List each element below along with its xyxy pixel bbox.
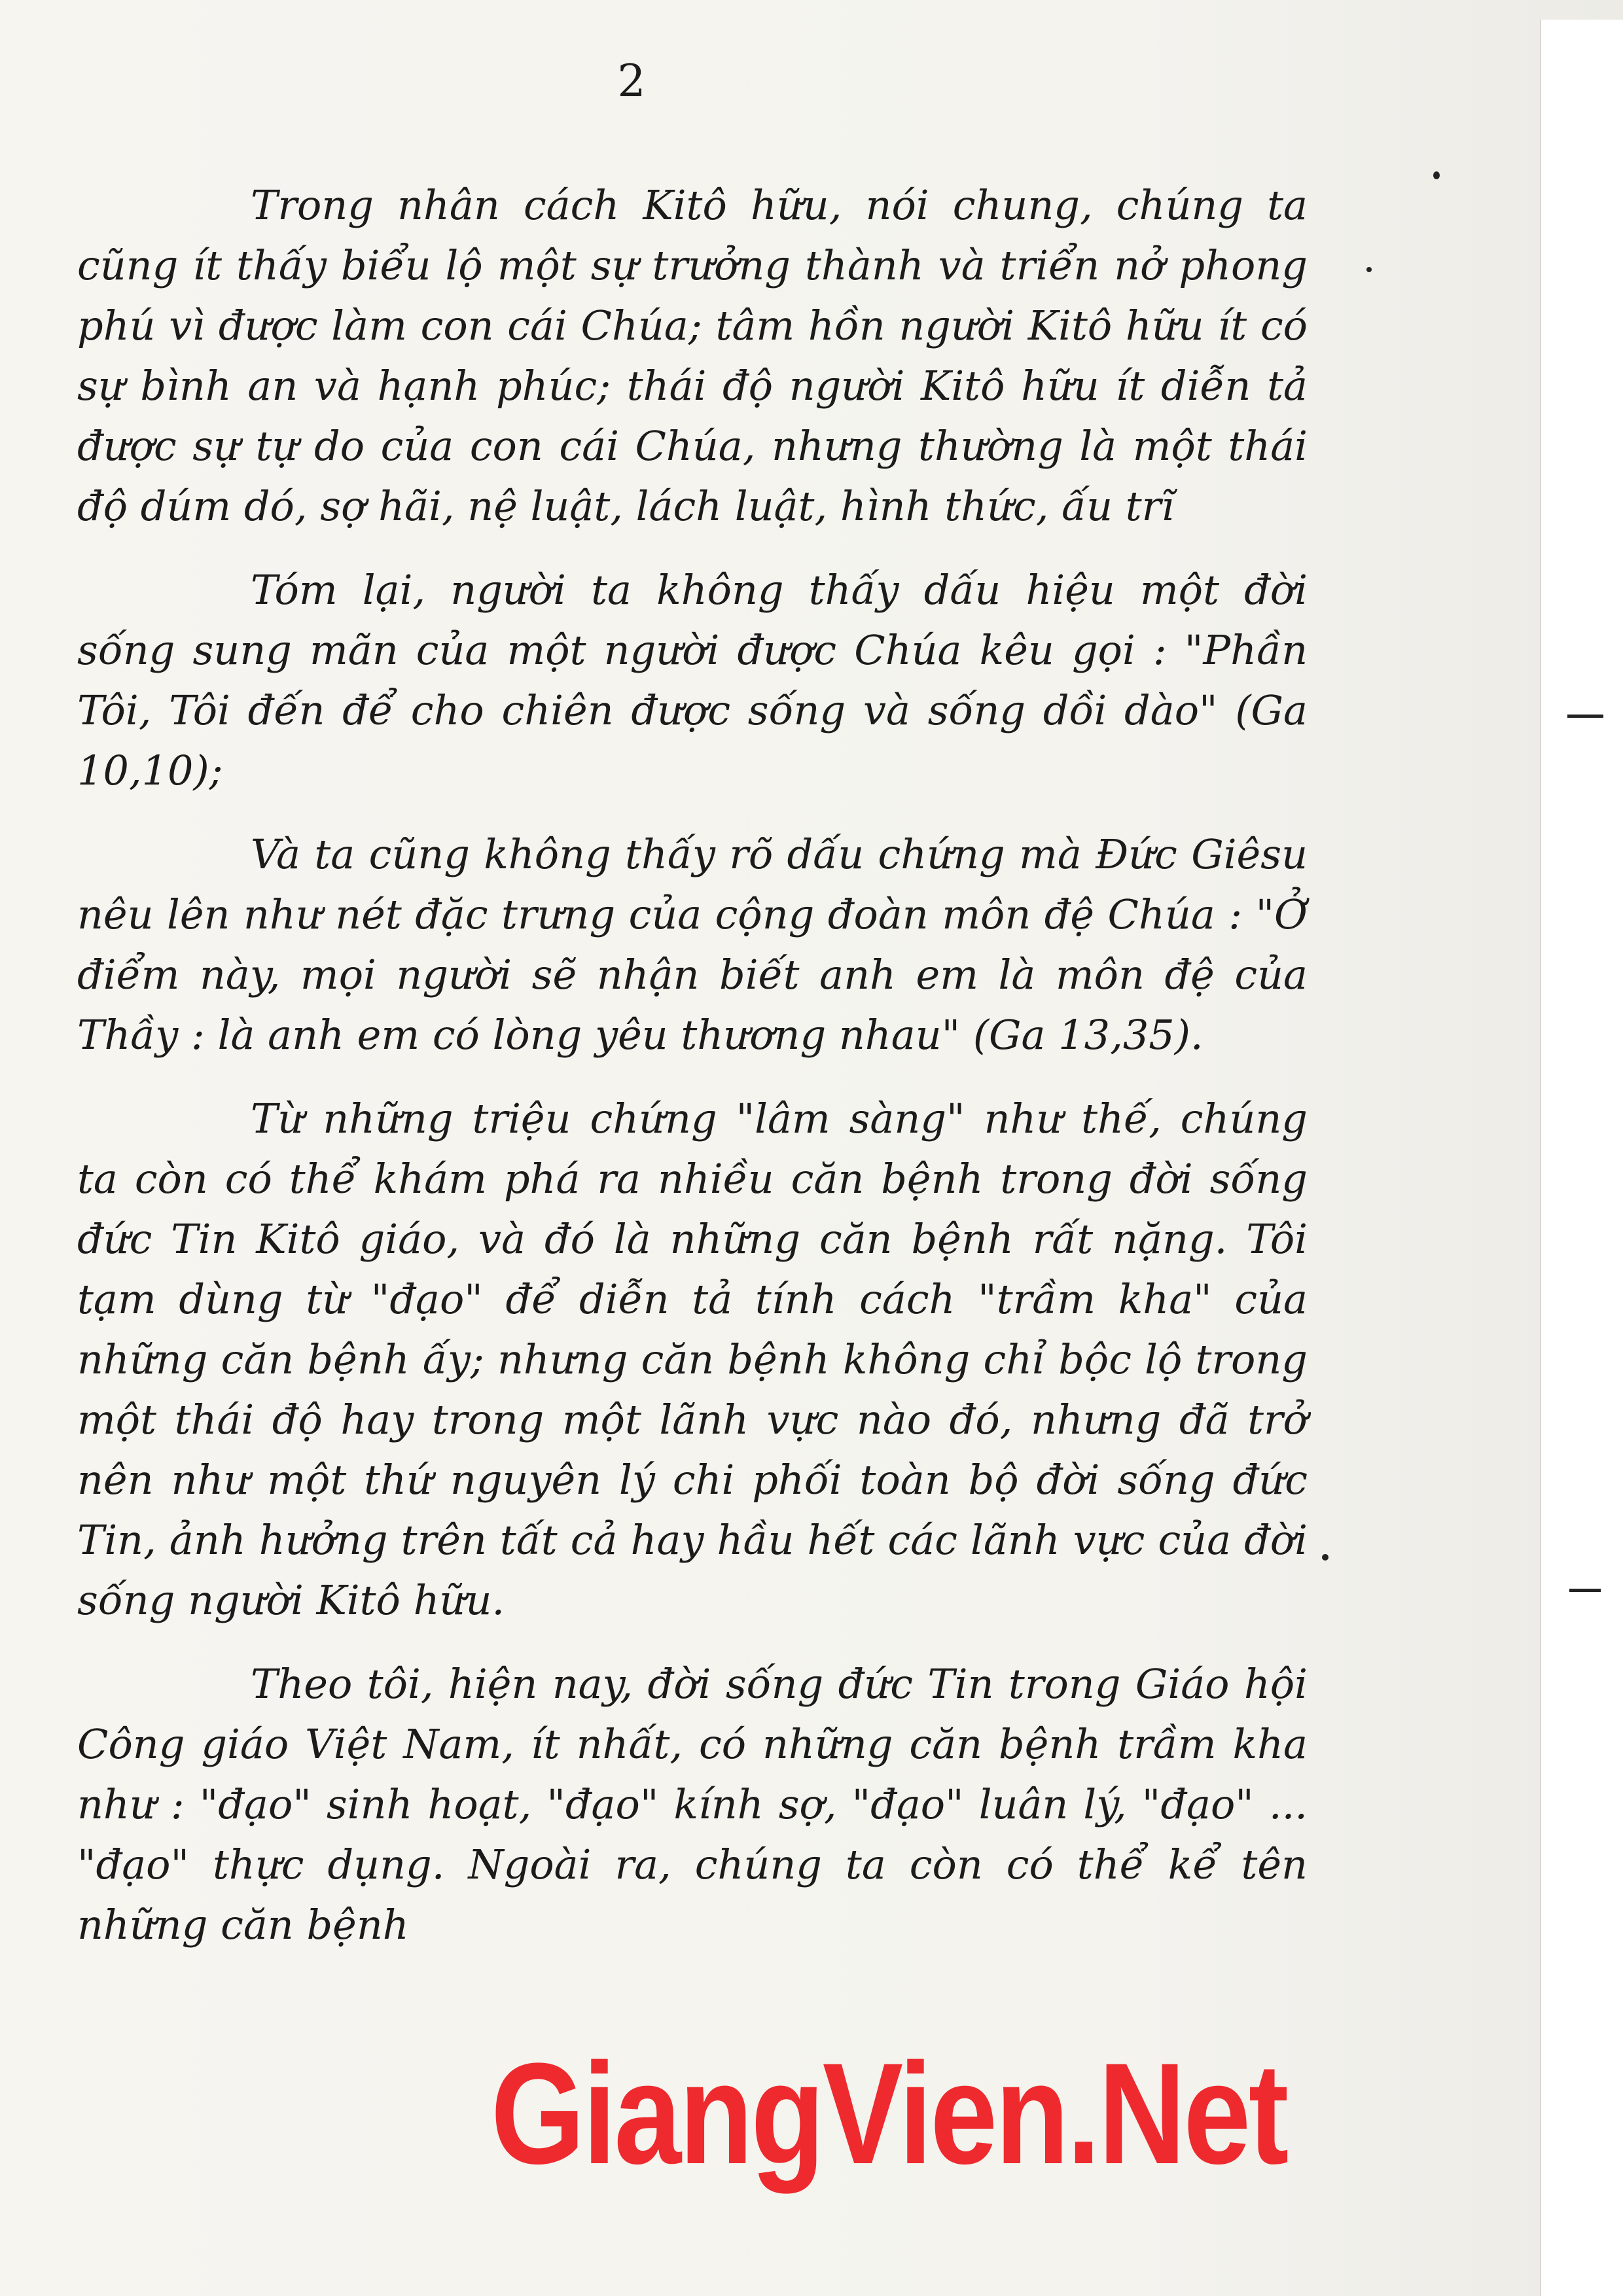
watermark-logo: GiangVien.Net — [491, 2033, 1287, 2194]
paragraph-2: Tóm lại, người ta không thấy dấu hiệu một đời sống sung mãn của một người được Chúa kêu gọi : "Phần Tôi, Tôi đến để cho chiên được sống và sống dồi dào" (Ga 10,10); — [77, 566, 1308, 794]
scan-speck — [1366, 267, 1372, 272]
scan-mark — [1569, 1589, 1601, 1592]
page-number: 2 — [617, 56, 646, 107]
paragraph-1: Trong nhân cách Kitô hữu, nói chung, chúng ta cũng ít thấy biểu lộ một sự trưởng thành và triển nở phong phú vì được làm con cái Chúa; tâm hồn người Kitô hữu ít có sự bình an và hạnh phúc; thái độ người Kitô hữu ít diễn tả được sự tự do của con cái Chúa, nhưng thường là một thái độ dúm dó, sợ hãi, nệ luật, lách luật, hình thức, ấu trĩ — [77, 181, 1308, 530]
body-text — [77, 175, 1308, 1979]
scan-speck — [1322, 1554, 1329, 1561]
paragraph-5: Theo tôi, hiện nay, đời sống đức Tin trong Giáo hội Công giáo Việt Nam, ít nhất, có những căn bệnh trầm kha như : "đạo" sinh hoạt, "đạo" kính sợ, "đạo" luân lý, "đạo" ... "đạo" thực dụng. Ngoài ra, chúng ta còn có thể kể tên những căn bệnh — [77, 1660, 1308, 1949]
page-edge — [1540, 20, 1623, 2296]
paragraph-3: Và ta cũng không thấy rõ dấu chứng mà Đức Giêsu nêu lên như nét đặc trưng của cộng đoàn môn đệ Chúa : "Ở điểm này, mọi người sẽ nhận biết anh em là môn đệ của Thầy : là anh em có lòng yêu thương nhau" (Ga 13,35). — [77, 830, 1308, 1059]
paragraph-4: Từ những triệu chứng "lâm sàng" như thế, chúng ta còn có thể khám phá ra nhiều căn bệnh trong đời sống đức Tin Kitô giáo, và đó là những căn bệnh rất nặng. Tôi tạm dùng từ "đạo" để diễn tả tính cách "trầm kha" của những căn bệnh ấy; nhưng căn bệnh không chỉ bộc lộ trong một thái độ hay trong một lãnh vực nào đó, nhưng đã trở nên như một thứ nguyên lý chi phối toàn bộ đời sống đức Tin, ảnh hưởng trên tất cả hay hầu hết các lãnh vực của đời sống người Kitô hữu. — [77, 1095, 1308, 1624]
scan-speck — [1433, 171, 1440, 179]
scan-mark — [1567, 715, 1603, 718]
